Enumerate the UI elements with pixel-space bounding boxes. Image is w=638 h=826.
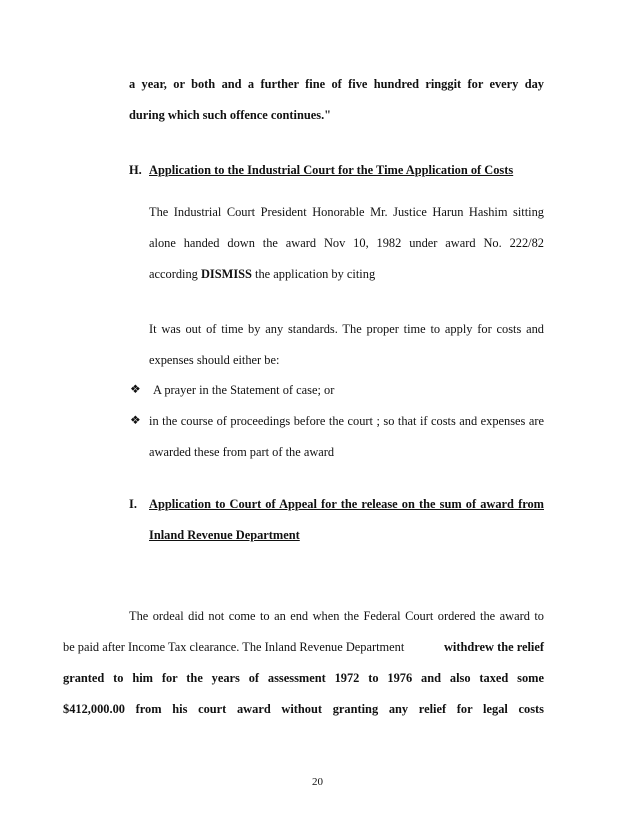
- quote-line-2: during which such offence continues.": [129, 108, 332, 122]
- section-h-para1-line2: alone handed down the award Nov 10, 1982 under award No. 222/82: [149, 236, 544, 250]
- dismiss-word: DISMISS: [200, 267, 252, 281]
- section-h-para1-line3: [149, 266, 375, 282]
- section-i-heading-line2: Inland Revenue Department: [149, 528, 300, 542]
- section-h-para2-line1: It was out of time by any standards. The proper time to apply for costs and: [149, 322, 544, 336]
- bullet-item-2: in the course of proceedings before the court ; so that if costs and expenses are: [149, 414, 544, 428]
- final-para-line4: $412,000.00 from his court award without granting any relief for legal costs: [63, 702, 544, 716]
- section-h-para1-line1: The Industrial Court President Honorable Mr. Justice Harun Hashim sitting: [149, 205, 544, 219]
- bullet-item-2-continuation: awarded these from part of the award: [149, 445, 335, 459]
- diamond-bullet-icon: ❖: [130, 382, 141, 396]
- final-para-line2: [63, 639, 544, 655]
- quote-line-1: a year, or both and a further fine of five hundred ringgit for every day: [129, 77, 544, 91]
- final-para-line3: granted to him for the years of assessment 1972 to 1976 and also taxed some: [63, 671, 544, 685]
- section-i-letter: I.: [129, 497, 137, 511]
- section-h-para2-line2: expenses should either be:: [149, 353, 280, 367]
- final-para-line1: The ordeal did not come to an end when the Federal Court ordered the award to: [129, 609, 544, 623]
- section-i-heading-line1: Application to Court of Appeal for the release on the sum of award from: [149, 497, 544, 511]
- final-para-line2-pre: be paid after Income Tax clearance. The Inland Revenue Department: [63, 640, 405, 654]
- bullet-item-1: A prayer in the Statement of case; or: [153, 383, 335, 397]
- withdrew-relief-text: withdrew the relief: [443, 640, 544, 654]
- para1-line3-post: the application by citing: [255, 267, 376, 281]
- section-h-heading: Application to the Industrial Court for the Time Application of Costs: [149, 163, 514, 177]
- page-number: 20: [312, 776, 323, 788]
- diamond-bullet-icon: ❖: [130, 413, 141, 427]
- para1-line3-pre: according: [149, 267, 198, 281]
- section-h-letter: H.: [129, 163, 142, 177]
